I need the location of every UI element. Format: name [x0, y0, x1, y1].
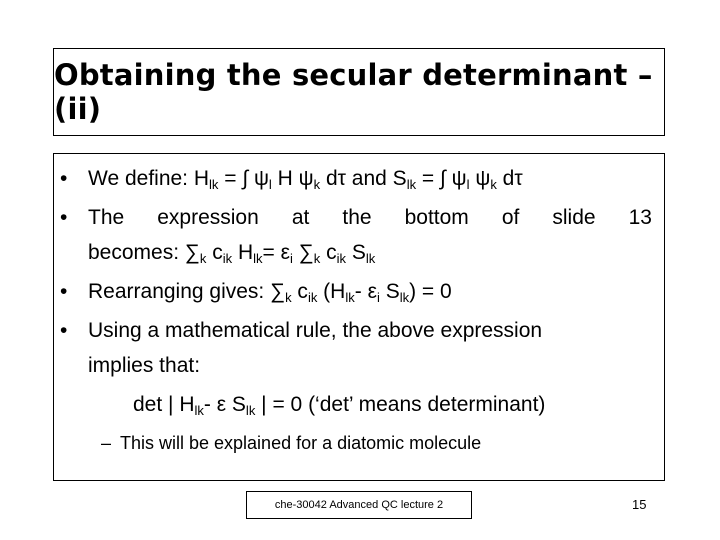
bullet-4-line-1: Using a mathematical rule, the above expression	[88, 319, 543, 342]
title-box	[53, 48, 665, 136]
footer-label-box	[246, 491, 472, 519]
bullet-2-line-1: The expression at the bottom of slide 13	[88, 206, 652, 229]
bullet-1-text: We define: $H_{lk}$ = ∫ $\psi_l$ H $\psi_k$ dτ and $S_{lk}$ = ∫ $\psi_l$ $\psi_k$ dτ	[88, 167, 523, 193]
determinant-expression: det | $H_{lk}-$ ε $S_{lk}$ | = 0 (‘det’ means determinant)	[133, 393, 546, 419]
bullet-2-line-2: becomes: $\sum_k$ $c_{ik}$ $H_{lk}= \varepsilon_i$ $\sum_k$ $c_{ik}$ $S_{lk}$	[88, 241, 376, 267]
sub-bullet-dash: –	[101, 433, 112, 453]
bullet-marker: •	[60, 319, 68, 342]
slide-title: Obtaining the secular determinant – (ii)	[54, 58, 653, 126]
bullet-3-text: Rearranging gives: $\sum_k$ $c_{ik}$ ($H_{lk}-$ $\varepsilon_i$ $S_{lk}) = 0$	[88, 280, 452, 306]
page-number: 15	[632, 497, 647, 512]
content-box	[53, 153, 665, 481]
bullet-4-line-2: implies that:	[88, 354, 201, 377]
bullet-marker: •	[60, 280, 68, 303]
sub-bullet-text: This will be explained for a diatomic molecule	[120, 433, 482, 453]
bullet-marker: •	[60, 206, 68, 229]
bullet-marker: •	[60, 167, 68, 190]
footer-label: che-30042 Advanced QC lecture 2	[274, 499, 444, 511]
